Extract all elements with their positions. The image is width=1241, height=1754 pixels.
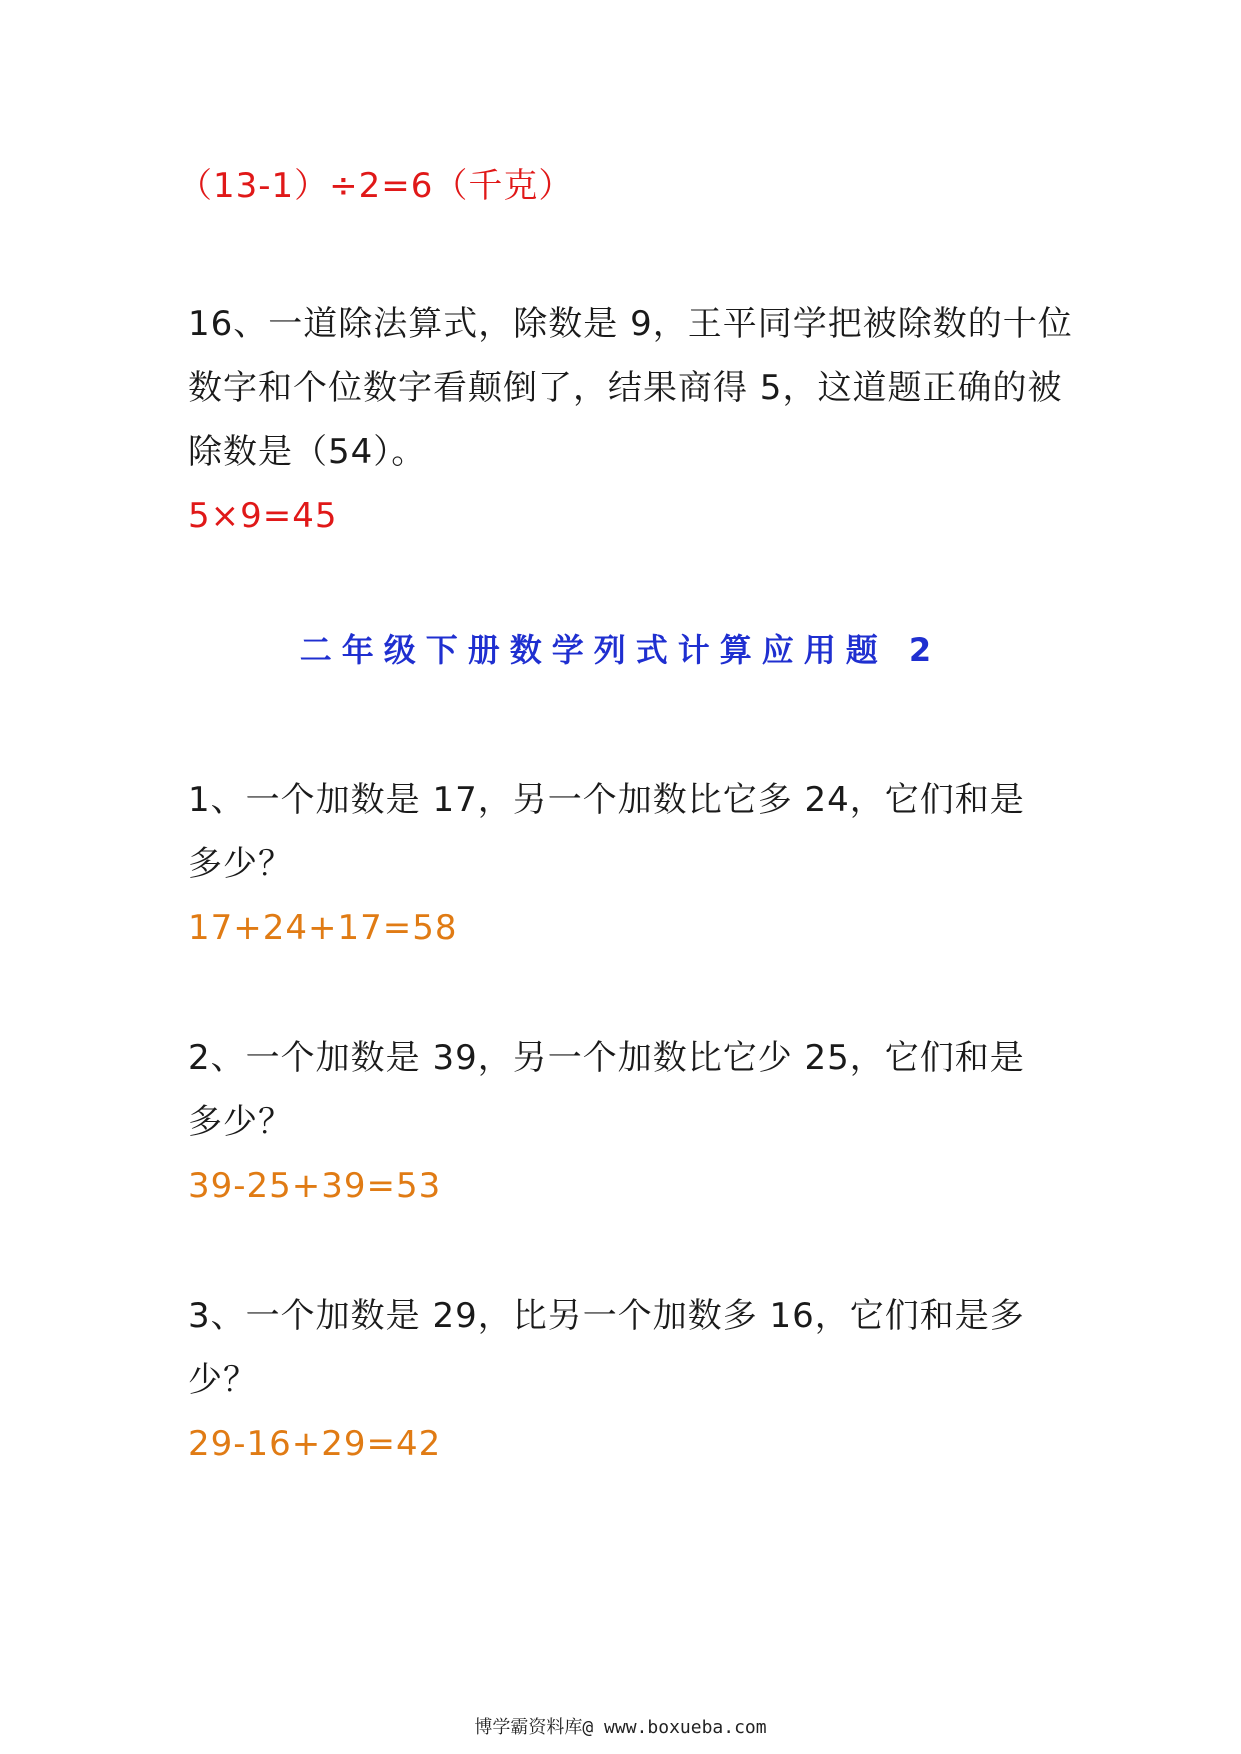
question-3-answer: 29-16+29=42 bbox=[188, 1424, 442, 1464]
q16-line-3: 除数是（54）。 bbox=[188, 432, 427, 472]
question-2-line-2: 多少？ bbox=[188, 1102, 293, 1142]
question-1-line-2: 多少？ bbox=[188, 844, 293, 884]
previous-answer: （13-1）÷2=6（千克） bbox=[178, 166, 574, 206]
q16-line-2: 数字和个位数字看颠倒了，结果商得 5，这道题正确的被 bbox=[188, 368, 1063, 408]
question-3-line-2: 少？ bbox=[188, 1360, 258, 1400]
question-1-line-1: 1、一个加数是 17，另一个加数比它多 24，它们和是 bbox=[188, 780, 1025, 820]
question-3-line-1: 3、一个加数是 29，比另一个加数多 16，它们和是多 bbox=[188, 1296, 1025, 1336]
question-1-answer: 17+24+17=58 bbox=[188, 908, 458, 948]
q16-line-1: 16、一道除法算式，除数是 9，王平同学把被除数的十位 bbox=[188, 304, 1073, 344]
section-title: 二年级下册数学列式计算应用题 2 bbox=[299, 631, 942, 669]
footer-watermark: 博学霸资料库@ www.boxueba.com bbox=[474, 1717, 767, 1738]
q16-answer: 5×9=45 bbox=[188, 496, 338, 536]
question-2-line-1: 2、一个加数是 39，另一个加数比它少 25，它们和是 bbox=[188, 1038, 1025, 1078]
question-2-answer: 39-25+39=53 bbox=[188, 1166, 442, 1206]
